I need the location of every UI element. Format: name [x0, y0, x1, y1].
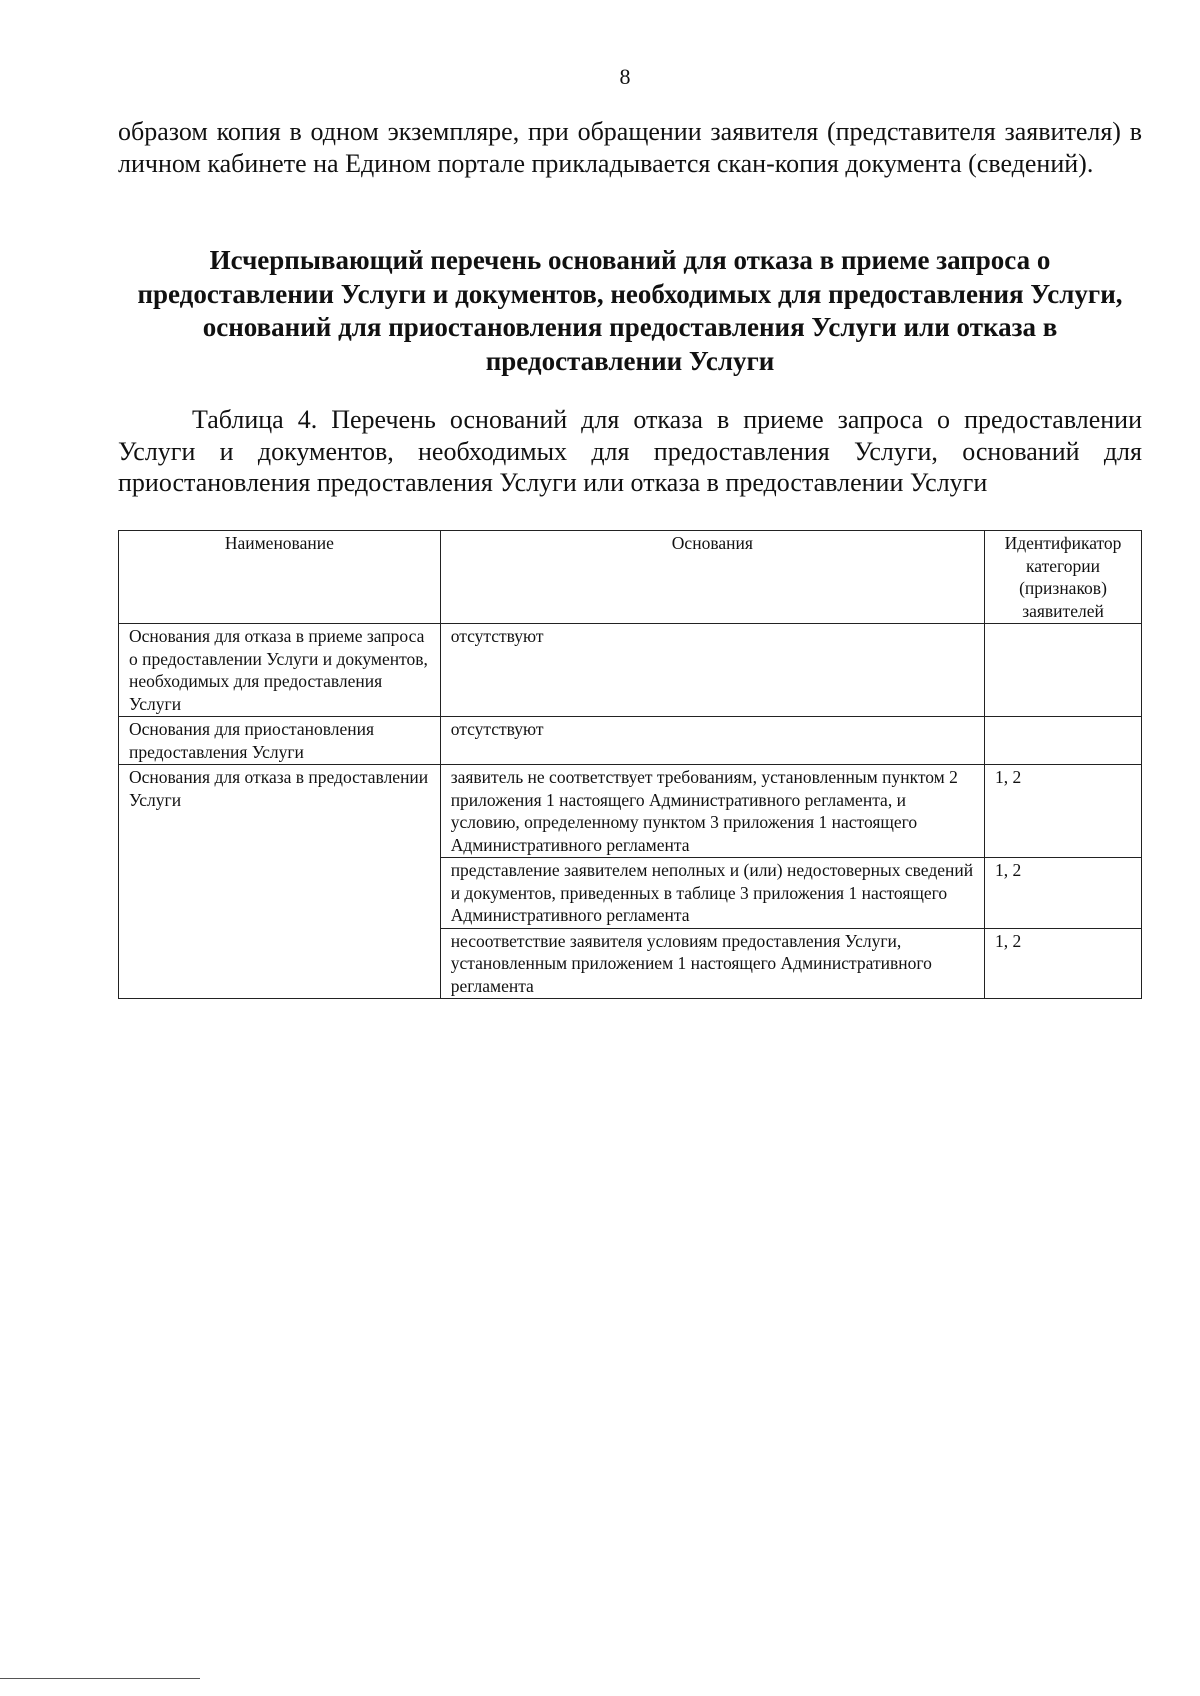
header-grounds: Основания: [440, 531, 984, 624]
footer-rule: [0, 1678, 200, 1679]
row-id-cell: 1, 2: [985, 928, 1142, 999]
row-id-cell: 1, 2: [985, 765, 1142, 858]
row-grounds-cell: несоответствие заявителя условиям предоставления Услуги, установленным приложением 1 настоящего Административного регламента: [440, 928, 984, 999]
table-row: [119, 624, 1142, 717]
table-caption-label: Таблица 4.: [192, 405, 318, 434]
table-row: [119, 717, 1142, 765]
row-grounds-cell: отсутствуют: [440, 717, 984, 765]
table-header-row: [119, 531, 1142, 624]
row-grounds-cell: отсутствуют: [440, 624, 984, 717]
grounds-table: [118, 530, 1142, 999]
row-grounds-cell: представление заявителем неполных и (или) недостоверных сведений и документов, приведенных в таблице 3 приложения 1 настоящего Административного регламента: [440, 858, 984, 929]
row-name-cell: Основания для отказа в предоставлении Услуги: [119, 765, 441, 999]
row-grounds-cell: заявитель не соответствует требованиям, установленным пунктом 2 приложения 1 настоящего Административного регламента, и условию, определенному пунктом 3 приложения 1 настоящего Административного регламента: [440, 765, 984, 858]
row-name-cell: Основания для приостановления предоставления Услуги: [119, 717, 441, 765]
header-applicant-id: Идентификатор категории (признаков) заявителей: [985, 531, 1142, 624]
intro-paragraph-block: [118, 116, 1142, 180]
page-number: 8: [619, 64, 631, 89]
intro-paragraph: образом копия в одном экземпляре, при обращении заявителя (представителя заявителя) в личном кабинете на Едином портале прикладывается скан-копия документа (сведений).: [118, 117, 1142, 178]
row-name-cell: Основания для отказа в приеме запроса о предоставлении Услуги и документов, необходимых для предоставления Услуги: [119, 624, 441, 717]
row-id-cell: [985, 624, 1142, 717]
table-row: [119, 765, 1142, 858]
table-caption-text: Перечень оснований для отказа в приеме запроса о предоставлении Услуги и документов, необходимых для предоставления Услуги, оснований для приостановления предоставления Услуги или отказа в предоставлении Услуги: [118, 405, 1143, 497]
table-caption: [118, 404, 1142, 499]
header-name: Наименование: [119, 531, 441, 624]
row-id-cell: [985, 717, 1142, 765]
row-id-cell: 1, 2: [985, 858, 1142, 929]
section-heading: Исчерпывающий перечень оснований для отказа в приеме запроса о предоставлении Услуги и документов, необходимых для предоставления Услуги, оснований для приостановления предоставления Услуги или отказа в предоставлении Услуги: [137, 245, 1123, 376]
